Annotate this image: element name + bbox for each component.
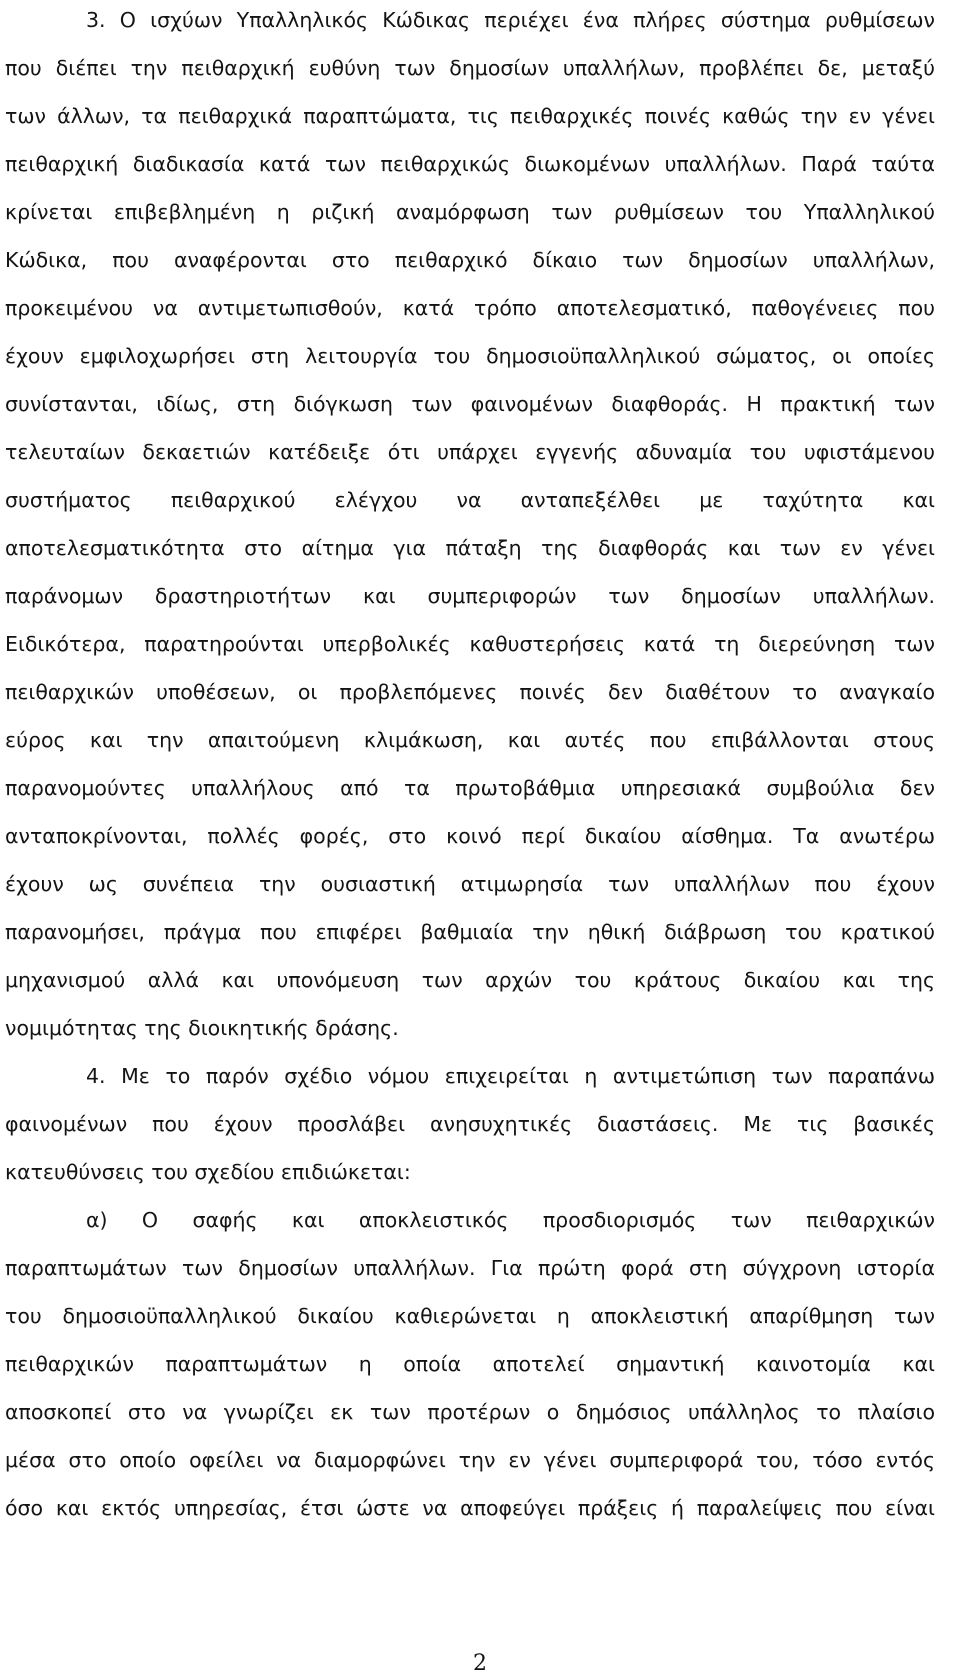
text-line: φαινομένων που έχουν προσλάβει ανησυχητικές διαστάσεις. Με τις βασικές [5, 1112, 935, 1136]
text-line: πειθαρχικών υποθέσεων, οι προβλεπόμενες ποινές δεν διαθέτουν το αναγκαίο [5, 680, 935, 704]
text-line: εύρος και την απαιτούμενη κλιμάκωση, και αυτές που επιβάλλονται στους [5, 728, 935, 752]
text-line: μηχανισμού αλλά και υπονόμευση των αρχών του κράτους δικαίου και της [5, 968, 935, 992]
text-line: ανταποκρίνονται, πολλές φορές, στο κοινό περί δικαίου αίσθημα. Τα ανωτέρω [5, 824, 935, 848]
text-line: κρίνεται επιβεβλημένη η ριζική αναμόρφωση των ρυθμίσεων του Υπαλληλικού [5, 200, 935, 224]
text-line: 4. Με το παρόν σχέδιο νόμου επιχειρείται η αντιμετώπιση των παραπάνω [86, 1064, 935, 1088]
text-line: συστήματος πειθαρχικού ελέγχου να ανταπεξέλθει με ταχύτητα και [5, 488, 935, 512]
text-line: που διέπει την πειθαρχική ευθύνη των δημοσίων υπαλλήλων, προβλέπει δε, μεταξύ [5, 56, 935, 80]
text-line: αποσκοπεί στο να γνωρίζει εκ των προτέρων ο δημόσιος υπάλληλος το πλαίσιο [5, 1400, 935, 1424]
text-line: έχουν ως συνέπεια την ουσιαστική ατιμωρησία των υπαλλήλων που έχουν [5, 872, 935, 896]
text-line: προκειμένου να αντιμετωπισθούν, κατά τρόπο αποτελεσματικό, παθογένειες που [5, 296, 935, 320]
text-line: έχουν εμφιλοχωρήσει στη λειτουργία του δημοσιοϋπαλληλικού σώματος, οι οποίες [5, 344, 935, 368]
text-line: συνίστανται, ιδίως, στη διόγκωση των φαινομένων διαφθοράς. Η πρακτική των [5, 392, 935, 416]
text-line: παραπτωμάτων των δημοσίων υπαλλήλων. Για πρώτη φορά στη σύγχρονη ιστορία [5, 1256, 935, 1280]
text-line: Ειδικότερα, παρατηρούνται υπερβολικές καθυστερήσεις κατά τη διερεύνηση των [5, 632, 935, 656]
text-line: όσο και εκτός υπηρεσίας, έτσι ώστε να αποφεύγει πράξεις ή παραλείψεις που είναι [5, 1496, 935, 1520]
text-line: νομιμότητας της διοικητικής δράσης. [5, 1016, 399, 1040]
text-line: παρανομούντες υπαλλήλους από τα πρωτοβάθμια υπηρεσιακά συμβούλια δεν [5, 776, 935, 800]
page-number: 2 [473, 1651, 487, 1676]
text-line: παρανομήσει, πράγμα που επιφέρει βαθμιαία την ηθική διάβρωση του κρατικού [5, 920, 935, 944]
text-line: Κώδικα, που αναφέρονται στο πειθαρχικό δίκαιο των δημοσίων υπαλλήλων, [5, 248, 935, 272]
text-line: πειθαρχική διαδικασία κατά των πειθαρχικώς διωκομένων υπαλλήλων. Παρά ταύτα [5, 152, 935, 176]
text-line: του δημοσιοϋπαλληλικού δικαίου καθιερώνεται η αποκλειστική απαρίθμηση των [5, 1304, 935, 1328]
text-line: μέσα στο οποίο οφείλει να διαμορφώνει την εν γένει συμπεριφορά του, τόσο εντός [5, 1448, 935, 1472]
text-line: πειθαρχικών παραπτωμάτων η οποία αποτελεί σημαντική καινοτομία και [5, 1352, 935, 1376]
text-line: των άλλων, τα πειθαρχικά παραπτώματα, τις πειθαρχικές ποινές καθώς την εν γένει [5, 104, 935, 128]
text-line: 3. Ο ισχύων Υπαλληλικός Κώδικας περιέχει ένα πλήρες σύστημα ρυθμίσεων [86, 8, 935, 32]
text-line: κατευθύνσεις του σχεδίου επιδιώκεται: [5, 1160, 411, 1184]
text-line: α) Ο σαφής και αποκλειστικός προσδιορισμός των πειθαρχικών [86, 1208, 935, 1232]
text-line: αποτελεσματικότητα στο αίτημα για πάταξη της διαφθοράς και των εν γένει [5, 536, 935, 560]
text-line: τελευταίων δεκαετιών κατέδειξε ότι υπάρχει εγγενής αδυναμία του υφιστάμενου [5, 440, 935, 464]
text-line: παράνομων δραστηριοτήτων και συμπεριφορών των δημοσίων υπαλλήλων. [5, 584, 935, 608]
